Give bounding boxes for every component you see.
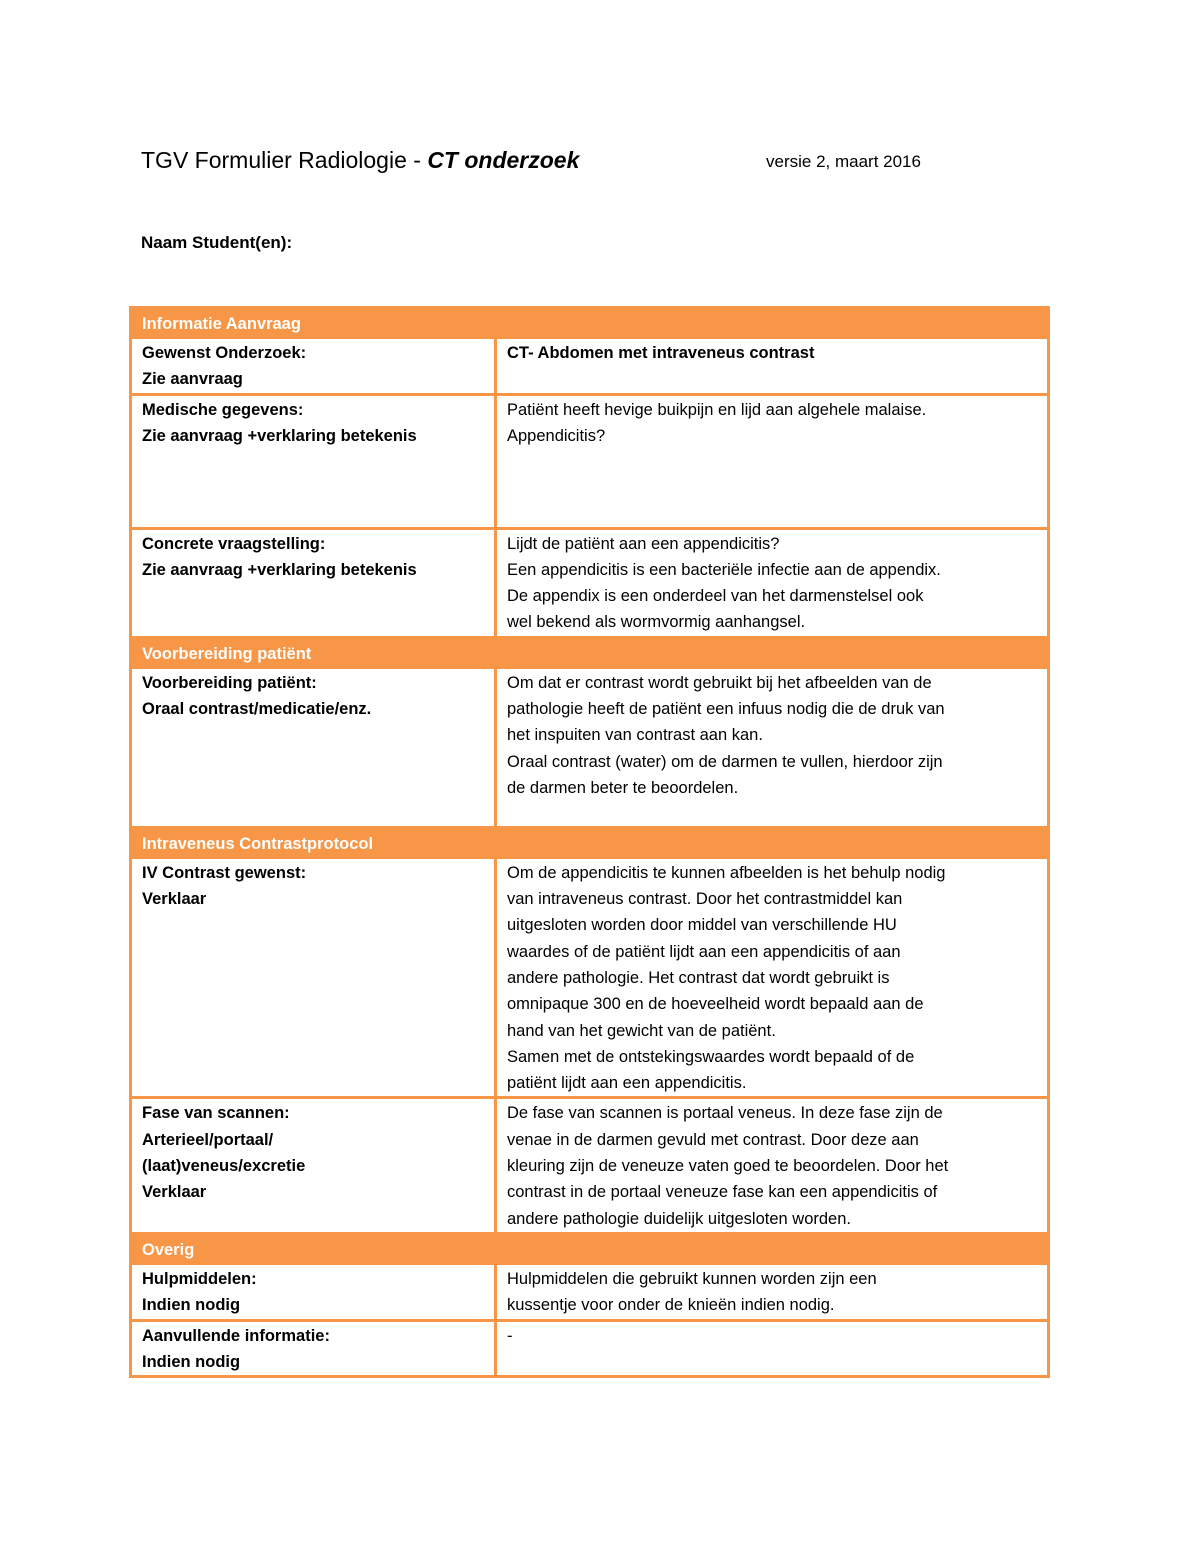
row-value xyxy=(496,394,1049,528)
form-table xyxy=(129,306,1050,1378)
value-line: CT- Abdomen met intraveneus contrast xyxy=(507,344,815,362)
label-line: (laat)veneus/excretie xyxy=(142,1157,306,1176)
value-line: Samen met de ontstekingswaardes wordt bepaald of de xyxy=(507,1047,915,1066)
value-line: patiënt lijdt aan een appendicitis. xyxy=(507,1074,747,1093)
value-line: De fase van scannen is portaal veneus. In deze fase zijn de xyxy=(507,1104,943,1123)
row-label xyxy=(131,528,496,637)
row-value xyxy=(496,857,1049,1098)
value-line: andere pathologie. Het contrast dat wordt gebruikt is xyxy=(507,968,890,987)
section-header-overig xyxy=(131,1233,1049,1263)
value-line: kleuring zijn de veneuze vaten goed te beoordelen. Door het xyxy=(507,1157,949,1176)
value-line: andere pathologie duidelijk uitgesloten worden. xyxy=(507,1209,851,1228)
label-line: Medische gegevens: xyxy=(142,400,304,419)
value-line: Om dat er contrast wordt gebruikt bij het afbeelden van de xyxy=(507,673,932,692)
label-line: Zie aanvraag xyxy=(142,370,243,389)
table-row-voorbereiding-patient xyxy=(131,667,1049,827)
value-line: pathologie heeft de patiënt een infuus nodig die de druk van xyxy=(507,700,945,719)
row-label xyxy=(131,1320,496,1377)
value-line: contrast in de portaal veneuze fase kan een appendicitis of xyxy=(507,1183,938,1202)
section-header-voorbereiding xyxy=(131,637,1049,667)
value-line: Lijdt de patiënt aan een appendicitis? xyxy=(507,534,780,553)
table-row-gewenst-onderzoek xyxy=(131,338,1049,395)
label-line: Zie aanvraag +verklaring betekenis xyxy=(142,426,417,445)
student-name-label: Naam Student(en): xyxy=(141,233,293,252)
row-value xyxy=(496,1263,1049,1320)
value-line: Een appendicitis is een bacteriële infectie aan de appendix. xyxy=(507,560,941,579)
label-line: Hulpmiddelen: xyxy=(142,1269,257,1288)
section-header-informatie xyxy=(131,308,1049,338)
value-line: Appendicitis? xyxy=(507,426,606,445)
row-value xyxy=(496,667,1049,827)
value-line: wel bekend als wormvormig aanhangsel. xyxy=(507,613,806,632)
row-value xyxy=(496,338,1049,395)
label-line: Voorbereiding patiënt: xyxy=(142,673,317,692)
label-line: Gewenst Onderzoek: xyxy=(142,344,307,362)
value-line: de darmen beter te beoordelen. xyxy=(507,778,739,797)
row-label xyxy=(131,1263,496,1320)
label-line: Verklaar xyxy=(142,890,207,909)
section-title: Overig xyxy=(131,1233,1049,1263)
table-row-fase-van-scannen xyxy=(131,1098,1049,1233)
value-line: Om de appendicitis te kunnen afbeelden is het behulp nodig xyxy=(507,863,946,882)
table-row-iv-contrast xyxy=(131,857,1049,1098)
table-row-hulpmiddelen xyxy=(131,1263,1049,1320)
table-row-concrete-vraagstelling xyxy=(131,528,1049,637)
row-value xyxy=(496,1320,1049,1377)
value-line: Patiënt heeft hevige buikpijn en lijd aan algehele malaise. xyxy=(507,400,927,419)
value-line: uitgesloten worden door middel van verschillende HU xyxy=(507,916,897,935)
section-header-contrast xyxy=(131,827,1049,857)
label-line: Arterieel/portaal/ xyxy=(142,1130,274,1149)
page-title xyxy=(141,145,579,175)
label-line: Aanvullende informatie: xyxy=(142,1326,330,1345)
row-label xyxy=(131,338,496,395)
value-line: omnipaque 300 en de hoeveelheid wordt bepaald aan de xyxy=(507,995,924,1014)
row-value xyxy=(496,528,1049,637)
table-row-aanvullende-informatie xyxy=(131,1320,1049,1377)
section-title: Voorbereiding patiënt xyxy=(131,637,1049,667)
page-title-emphasis: CT onderzoek xyxy=(427,147,580,173)
label-line: Verklaar xyxy=(142,1183,207,1202)
row-label xyxy=(131,857,496,1098)
label-line: Oraal contrast/medicatie/enz. xyxy=(142,700,372,719)
label-line: Zie aanvraag +verklaring betekenis xyxy=(142,560,417,579)
row-label xyxy=(131,394,496,528)
value-line: venae in de darmen gevuld met contrast. Door deze aan xyxy=(507,1130,919,1149)
label-line: Indien nodig xyxy=(142,1296,241,1315)
label-line: Fase van scannen: xyxy=(142,1104,290,1123)
value-line: van intraveneus contrast. Door het contrastmiddel kan xyxy=(507,890,903,909)
value-line: Hulpmiddelen die gebruikt kunnen worden zijn een xyxy=(507,1269,877,1288)
row-value xyxy=(496,1098,1049,1233)
version-label: versie 2, maart 2016 xyxy=(766,152,921,171)
row-label xyxy=(131,1098,496,1233)
section-title: Intraveneus Contrastprotocol xyxy=(131,827,1049,857)
value-line: kussentje voor onder de knieën indien nodig. xyxy=(507,1296,835,1315)
section-title: Informatie Aanvraag xyxy=(131,308,1049,338)
page-title-prefix: TGV Formulier Radiologie - xyxy=(141,147,428,173)
label-line: Concrete vraagstelling: xyxy=(142,534,326,553)
value-line: hand van het gewicht van de patiënt. xyxy=(507,1021,776,1040)
label-line: IV Contrast gewenst: xyxy=(142,863,307,882)
row-label xyxy=(131,667,496,827)
table-row-medische-gegevens xyxy=(131,394,1049,528)
value-line: Oraal contrast (water) om de darmen te vullen, hierdoor zijn xyxy=(507,752,943,771)
value-line: waardes of de patiënt lijdt aan een appendicitis of aan xyxy=(507,942,901,961)
value-line: het inspuiten van contrast aan kan. xyxy=(507,726,763,745)
label-line: Indien nodig xyxy=(142,1352,241,1371)
value-line: - xyxy=(507,1326,513,1345)
value-line: De appendix is een onderdeel van het darmenstelsel ook xyxy=(507,587,924,606)
